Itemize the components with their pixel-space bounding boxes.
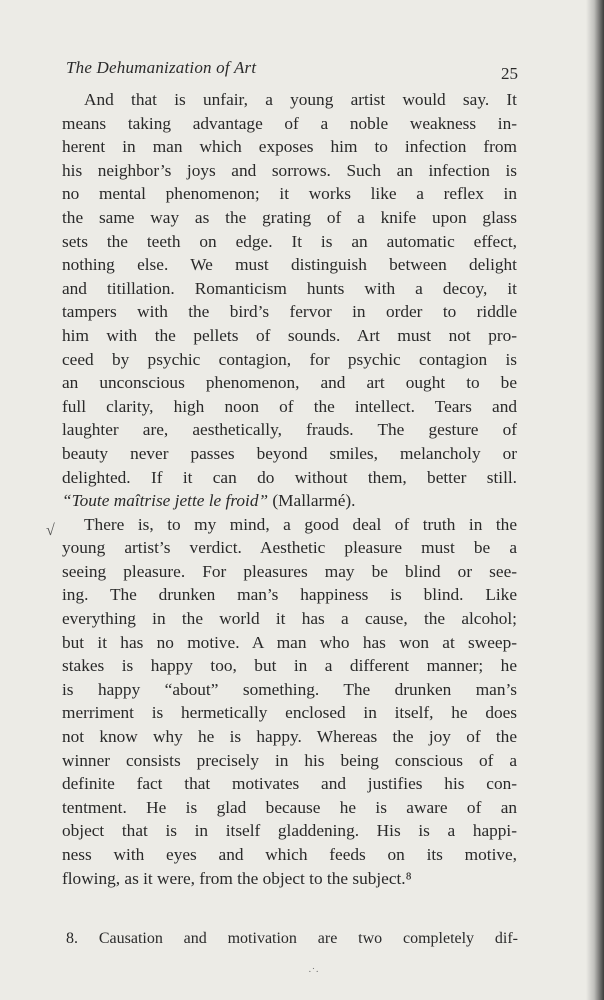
- text-line: stakes is happy too, but in a different manner; he: [62, 656, 517, 676]
- text-line: tampers with the bird’s fervor in order to riddle: [62, 302, 517, 322]
- text-line: his neighbor’s joys and sorrows. Such an infection is: [62, 160, 517, 180]
- text-line: flowing, as it were, from the object to the subject.⁸: [62, 868, 412, 888]
- text-line: means taking advantage of a noble weakness in-: [62, 113, 517, 133]
- quotation-line: “Toute maîtrise jette le froid” (Mallarmé).: [62, 491, 356, 511]
- text-line: and titillation. Romanticism hunts with a decoy, it: [62, 278, 517, 298]
- text-line: is happy “about” something. The drunken man’s: [62, 679, 517, 699]
- text-line: tentment. He is glad because he is aware of an: [62, 797, 517, 817]
- text-line: not know why he is happy. Whereas the joy of the: [62, 727, 517, 747]
- page-number: 25: [501, 64, 518, 83]
- page-edge-shadow: [586, 0, 604, 1000]
- text-line: ceed by psychic contagion, for psychic contagion is: [62, 349, 517, 369]
- text-line: everything in the world it has a cause, the alcohol;: [62, 609, 517, 629]
- text-line: And that is unfair, a young artist would say. It: [84, 90, 517, 109]
- text-line: herent in man which exposes him to infection from: [62, 137, 517, 157]
- text-line: young artist’s verdict. Aesthetic pleasure must be a: [62, 538, 517, 558]
- text-line: object that is in itself gladdening. His is a happi-: [62, 821, 517, 841]
- text-line: ing. The drunken man’s happiness is blind. Like: [62, 585, 517, 605]
- text-line: him with the pellets of sounds. Art must not pro-: [62, 325, 517, 345]
- text-line: seeing pleasure. For pleasures may be blind or see-: [62, 561, 517, 581]
- text-line: beauty never passes beyond smiles, melancholy or: [62, 443, 517, 463]
- text-line: There is, to my mind, a good deal of truth in the: [84, 514, 517, 534]
- text-line: full clarity, high noon of the intellect. Tears and: [62, 396, 517, 416]
- footnote: 8. Causation and motivation are two completely dif-: [66, 930, 518, 947]
- text-line: sets the teeth on edge. It is an automatic effect,: [62, 231, 517, 251]
- text-line: delighted. If it can do without them, better still.: [62, 467, 517, 487]
- text-line: merriment is hermetically enclosed in itself, he does: [62, 703, 517, 723]
- text-line: laughter are, aesthetically, frauds. The gesture of: [62, 420, 517, 440]
- page-header: [66, 58, 518, 84]
- stray-pencil-mark: ·˙·: [308, 966, 319, 978]
- text-line: an unconscious phenomenon, and art ought to be: [62, 373, 517, 393]
- text-line: no mental phenomenon; it works like a reflex in: [62, 184, 517, 204]
- text-line: ness with eyes and which feeds on its motive,: [62, 845, 517, 864]
- text-line: winner consists precisely in his being conscious of a: [62, 750, 517, 770]
- text-line: the same way as the grating of a knife upon glass: [62, 207, 517, 227]
- running-title: The Dehumanization of Art: [66, 58, 257, 77]
- text-line: definite fact that motivates and justifies his con-: [62, 774, 517, 794]
- text-line: but it has no motive. A man who has won at sweep-: [62, 632, 517, 652]
- french-quote: “Toute maîtrise jette le froid”: [62, 491, 269, 511]
- text-line: nothing else. We must distinguish between delight: [62, 255, 517, 275]
- handwritten-margin-mark: √: [46, 522, 55, 539]
- body-text: [62, 88, 517, 890]
